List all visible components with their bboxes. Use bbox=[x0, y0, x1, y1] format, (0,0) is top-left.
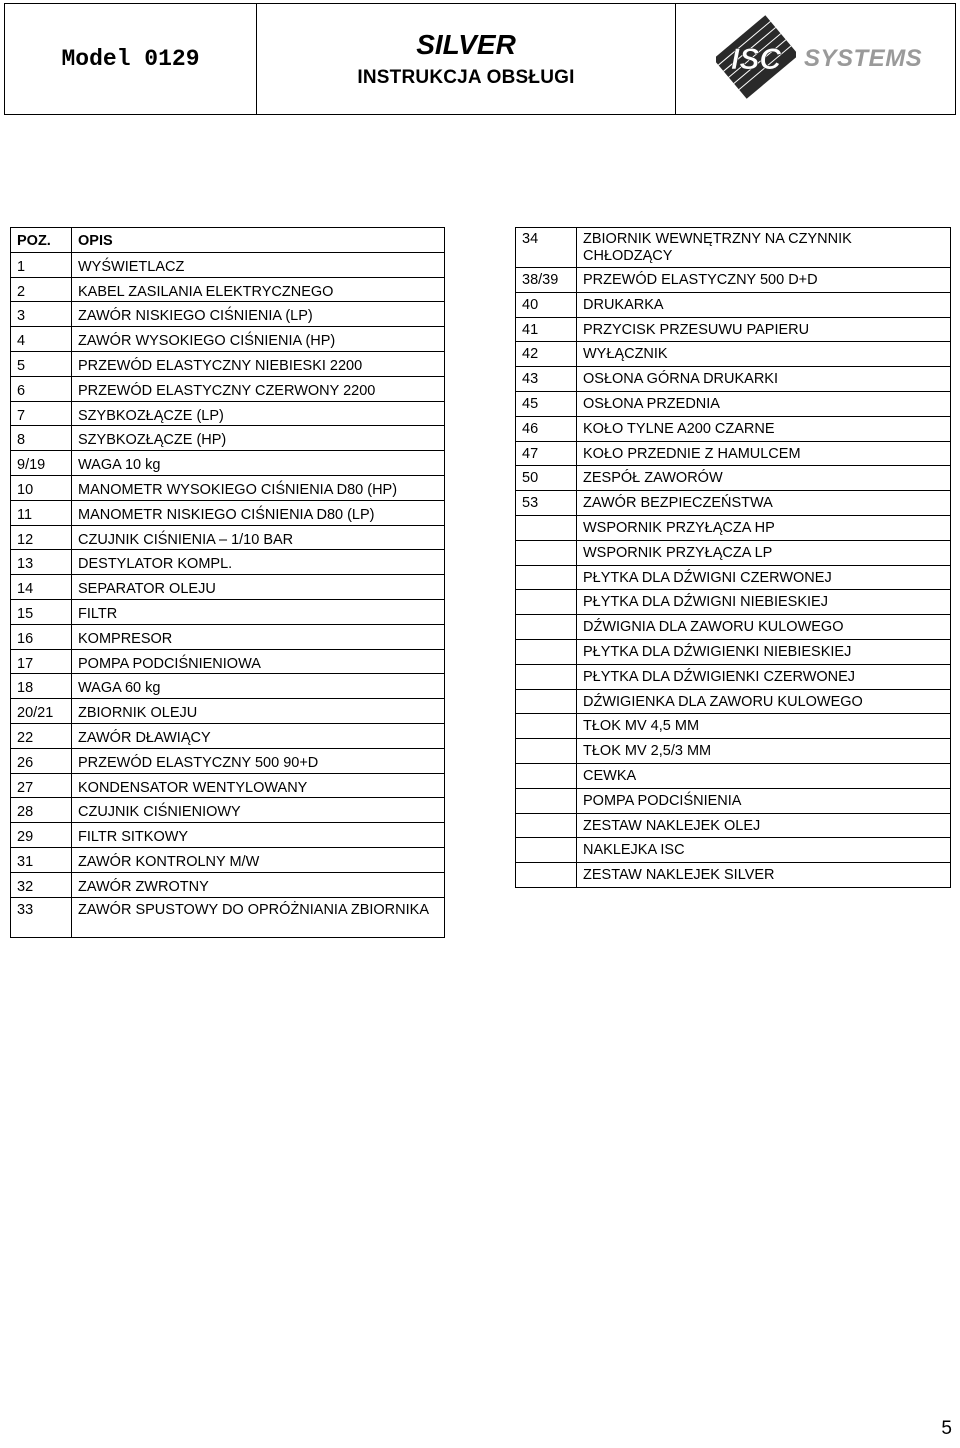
part-description: KOŁO PRZEDNIE Z HAMULCEM bbox=[577, 441, 951, 466]
part-position: 53 bbox=[516, 491, 577, 516]
part-position: 20/21 bbox=[11, 699, 72, 724]
company-logo bbox=[676, 4, 955, 114]
part-description: DESTYLATOR KOMPL. bbox=[72, 550, 445, 575]
table-row bbox=[11, 847, 445, 872]
part-position bbox=[516, 838, 577, 863]
table-row bbox=[516, 491, 951, 516]
part-description: WAGA 60 kg bbox=[72, 674, 445, 699]
part-description: WSPORNIK PRZYŁĄCZA LP bbox=[577, 540, 951, 565]
table-row bbox=[516, 863, 951, 888]
part-position: 2 bbox=[11, 277, 72, 302]
table-row bbox=[11, 624, 445, 649]
table-row bbox=[11, 748, 445, 773]
table-row bbox=[516, 590, 951, 615]
part-position bbox=[516, 515, 577, 540]
part-description: PRZEWÓD ELASTYCZNY NIEBIESKI 2200 bbox=[72, 351, 445, 376]
part-position: 16 bbox=[11, 624, 72, 649]
table-row bbox=[516, 367, 951, 392]
part-position bbox=[516, 813, 577, 838]
part-description: ZBIORNIK OLEJU bbox=[72, 699, 445, 724]
table-row bbox=[11, 351, 445, 376]
part-position bbox=[516, 689, 577, 714]
part-position: 12 bbox=[11, 525, 72, 550]
part-description: TŁOK MV 2,5/3 MM bbox=[577, 739, 951, 764]
table-row bbox=[11, 451, 445, 476]
table-row bbox=[516, 615, 951, 640]
part-position bbox=[516, 763, 577, 788]
part-description: MANOMETR WYSOKIEGO CIŚNIENIA D80 (HP) bbox=[72, 475, 445, 500]
page-header bbox=[4, 3, 956, 115]
part-position: 26 bbox=[11, 748, 72, 773]
part-position bbox=[516, 565, 577, 590]
part-position: 17 bbox=[11, 649, 72, 674]
part-position: 1 bbox=[11, 252, 72, 277]
part-position: 50 bbox=[516, 466, 577, 491]
part-position: 32 bbox=[11, 872, 72, 897]
part-position: 6 bbox=[11, 376, 72, 401]
part-description: MANOMETR NISKIEGO CIŚNIENIA D80 (LP) bbox=[72, 500, 445, 525]
table-row bbox=[11, 426, 445, 451]
part-position: 33 bbox=[11, 897, 72, 937]
part-position bbox=[516, 788, 577, 813]
table-row bbox=[516, 565, 951, 590]
part-description: ZAWÓR BEZPIECZEŃSTWA bbox=[577, 491, 951, 516]
part-position: 41 bbox=[516, 317, 577, 342]
part-position bbox=[516, 714, 577, 739]
table-row bbox=[516, 515, 951, 540]
table-row bbox=[516, 763, 951, 788]
part-description: PRZEWÓD ELASTYCZNY CZERWONY 2200 bbox=[72, 376, 445, 401]
part-description: WAGA 10 kg bbox=[72, 451, 445, 476]
table-row bbox=[516, 788, 951, 813]
header-title-block bbox=[257, 4, 676, 114]
part-description: CZUJNIK CIŚNIENIOWY bbox=[72, 798, 445, 823]
part-description: PŁYTKA DLA DŹWIGNI NIEBIESKIEJ bbox=[577, 590, 951, 615]
part-position: 5 bbox=[11, 351, 72, 376]
part-position bbox=[516, 863, 577, 888]
table-row bbox=[516, 391, 951, 416]
part-description: ZAWÓR KONTROLNY M/W bbox=[72, 847, 445, 872]
svg-text:ISC: ISC bbox=[730, 43, 782, 76]
part-description: FILTR SITKOWY bbox=[72, 823, 445, 848]
part-description: OSŁONA GÓRNA DRUKARKI bbox=[577, 367, 951, 392]
part-description: KOŁO TYLNE A200 CZARNE bbox=[577, 416, 951, 441]
table-row bbox=[11, 723, 445, 748]
table-row bbox=[11, 798, 445, 823]
part-position: 18 bbox=[11, 674, 72, 699]
table-row bbox=[11, 327, 445, 352]
table-row bbox=[11, 475, 445, 500]
parts-table-left bbox=[10, 227, 445, 938]
part-description: DRUKARKA bbox=[577, 292, 951, 317]
part-position: 47 bbox=[516, 441, 577, 466]
part-description: ZAWÓR DŁAWIĄCY bbox=[72, 723, 445, 748]
table-row bbox=[11, 302, 445, 327]
part-description: NAKLEJKA ISC bbox=[577, 838, 951, 863]
table-row bbox=[516, 292, 951, 317]
table-row bbox=[516, 268, 951, 293]
part-position: 29 bbox=[11, 823, 72, 848]
part-description: PŁYTKA DLA DŹWIGIENKI CZERWONEJ bbox=[577, 664, 951, 689]
part-description: KABEL ZASILANIA ELEKTRYCZNEGO bbox=[72, 277, 445, 302]
part-position: 10 bbox=[11, 475, 72, 500]
table-row bbox=[11, 872, 445, 897]
part-position: 3 bbox=[11, 302, 72, 327]
table-row bbox=[516, 838, 951, 863]
isc-logo-icon bbox=[716, 9, 796, 105]
table-row bbox=[516, 466, 951, 491]
table-row bbox=[11, 550, 445, 575]
part-position: 22 bbox=[11, 723, 72, 748]
table-row bbox=[11, 674, 445, 699]
part-description: ZAWÓR SPUSTOWY DO OPRÓŻNIANIA ZBIORNIKA bbox=[72, 897, 445, 937]
part-position: 27 bbox=[11, 773, 72, 798]
part-description: WYŁĄCZNIK bbox=[577, 342, 951, 367]
table-row bbox=[516, 540, 951, 565]
part-description: KOMPRESOR bbox=[72, 624, 445, 649]
part-position: 46 bbox=[516, 416, 577, 441]
part-description: ZAWÓR NISKIEGO CIŚNIENIA (LP) bbox=[72, 302, 445, 327]
part-position bbox=[516, 639, 577, 664]
part-position: 8 bbox=[11, 426, 72, 451]
table-row bbox=[516, 714, 951, 739]
column-header-desc: OPIS bbox=[72, 228, 445, 253]
part-position bbox=[516, 540, 577, 565]
part-position: 45 bbox=[516, 391, 577, 416]
part-position: 38/39 bbox=[516, 268, 577, 293]
table-row bbox=[11, 376, 445, 401]
table-row bbox=[516, 739, 951, 764]
part-position: 9/19 bbox=[11, 451, 72, 476]
table-row bbox=[11, 575, 445, 600]
part-description: SEPARATOR OLEJU bbox=[72, 575, 445, 600]
part-position bbox=[516, 664, 577, 689]
part-position: 43 bbox=[516, 367, 577, 392]
brand-name: SILVER bbox=[416, 29, 516, 60]
table-row bbox=[516, 441, 951, 466]
table-row bbox=[11, 277, 445, 302]
part-position: 13 bbox=[11, 550, 72, 575]
part-description: ZESTAW NAKLEJEK OLEJ bbox=[577, 813, 951, 838]
part-position: 14 bbox=[11, 575, 72, 600]
column-header-pos: POZ. bbox=[11, 228, 72, 253]
part-description: DŹWIGNIA DLA ZAWORU KULOWEGO bbox=[577, 615, 951, 640]
part-description: PRZYCISK PRZESUWU PAPIERU bbox=[577, 317, 951, 342]
part-description: FILTR bbox=[72, 599, 445, 624]
part-position bbox=[516, 590, 577, 615]
part-position: 28 bbox=[11, 798, 72, 823]
page-number: 5 bbox=[941, 1418, 952, 1439]
part-position: 15 bbox=[11, 599, 72, 624]
part-description: POMPA PODCIŚNIENIA bbox=[577, 788, 951, 813]
table-row bbox=[516, 317, 951, 342]
table-row bbox=[11, 525, 445, 550]
part-description: PŁYTKA DLA DŹWIGIENKI NIEBIESKIEJ bbox=[577, 639, 951, 664]
part-description: ZAWÓR ZWROTNY bbox=[72, 872, 445, 897]
part-description: WSPORNIK PRZYŁĄCZA HP bbox=[577, 515, 951, 540]
table-row bbox=[11, 699, 445, 724]
table-row bbox=[11, 599, 445, 624]
part-position: 40 bbox=[516, 292, 577, 317]
manual-title: INSTRUKCJA OBSŁUGI bbox=[357, 67, 575, 88]
table-row bbox=[11, 401, 445, 426]
part-description: CZUJNIK CIŚNIENIA – 1/10 BAR bbox=[72, 525, 445, 550]
part-description: ZESTAW NAKLEJEK SILVER bbox=[577, 863, 951, 888]
table-row bbox=[516, 228, 951, 268]
part-description: ZAWÓR WYSOKIEGO CIŚNIENIA (HP) bbox=[72, 327, 445, 352]
part-description: PŁYTKA DLA DŹWIGNI CZERWONEJ bbox=[577, 565, 951, 590]
table-row bbox=[11, 649, 445, 674]
table-row bbox=[516, 664, 951, 689]
part-position bbox=[516, 615, 577, 640]
table-row bbox=[516, 342, 951, 367]
model-number: Model 0129 bbox=[5, 4, 257, 114]
part-description: SZYBKOZŁĄCZE (HP) bbox=[72, 426, 445, 451]
parts-table-right bbox=[515, 227, 951, 888]
part-description: TŁOK MV 4,5 MM bbox=[577, 714, 951, 739]
table-row bbox=[516, 416, 951, 441]
part-description: OSŁONA PRZEDNIA bbox=[577, 391, 951, 416]
part-description: DŹWIGIENKA DLA ZAWORU KULOWEGO bbox=[577, 689, 951, 714]
table-row bbox=[11, 500, 445, 525]
part-position bbox=[516, 739, 577, 764]
table-row bbox=[11, 823, 445, 848]
table-row bbox=[516, 813, 951, 838]
table-header-row bbox=[11, 228, 445, 253]
part-description: POMPA PODCIŚNIENIOWA bbox=[72, 649, 445, 674]
part-position: 31 bbox=[11, 847, 72, 872]
part-description: CEWKA bbox=[577, 763, 951, 788]
part-description: PRZEWÓD ELASTYCZNY 500 D+D bbox=[577, 268, 951, 293]
part-description: SZYBKOZŁĄCZE (LP) bbox=[72, 401, 445, 426]
part-description: ZESPÓŁ ZAWORÓW bbox=[577, 466, 951, 491]
part-description: PRZEWÓD ELASTYCZNY 500 90+D bbox=[72, 748, 445, 773]
table-row bbox=[516, 689, 951, 714]
part-description: KONDENSATOR WENTYLOWANY bbox=[72, 773, 445, 798]
table-row bbox=[516, 639, 951, 664]
part-position: 7 bbox=[11, 401, 72, 426]
table-row bbox=[11, 773, 445, 798]
table-row bbox=[11, 252, 445, 277]
part-description: ZBIORNIK WEWNĘTRZNY NA CZYNNIK CHŁODZĄCY bbox=[577, 228, 951, 268]
part-position: 34 bbox=[516, 228, 577, 268]
part-position: 11 bbox=[11, 500, 72, 525]
table-row bbox=[11, 897, 445, 937]
part-position: 42 bbox=[516, 342, 577, 367]
part-description: WYŚWIETLACZ bbox=[72, 252, 445, 277]
logo-systems-text: SYSTEMS bbox=[804, 45, 923, 72]
part-position: 4 bbox=[11, 327, 72, 352]
